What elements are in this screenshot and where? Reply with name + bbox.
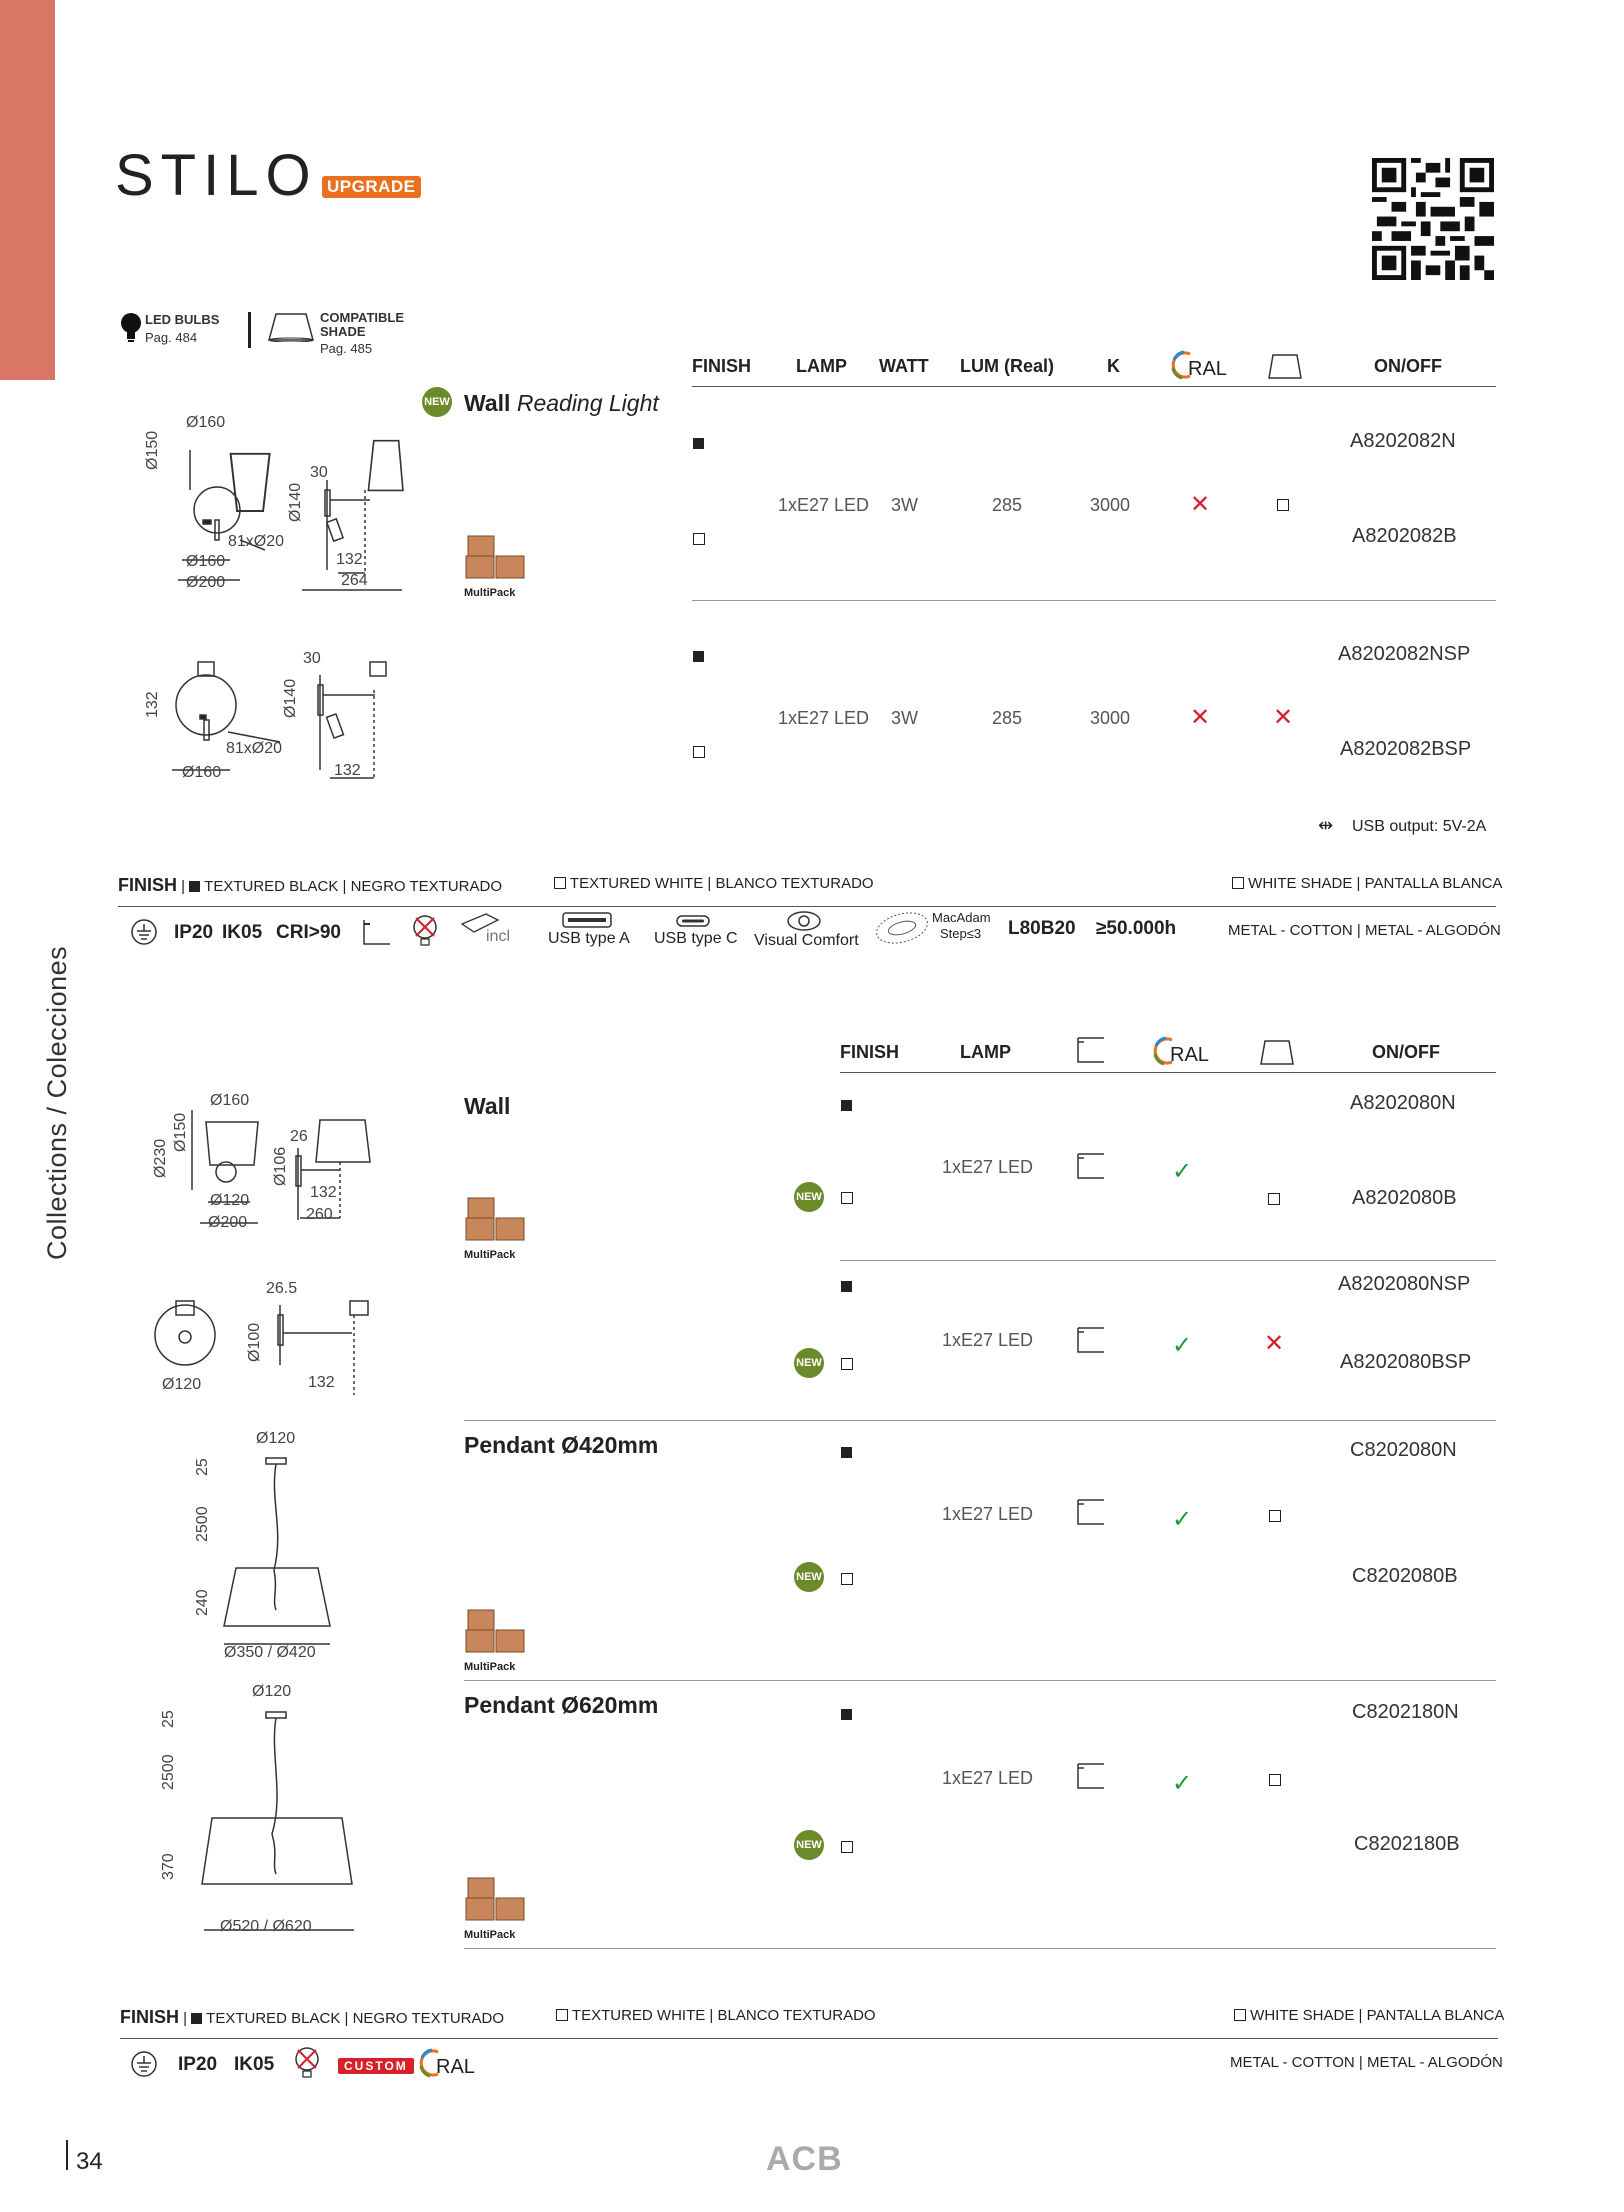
led-bulb-icon: [120, 312, 142, 342]
new-badge: NEW: [794, 1830, 824, 1860]
header-ral: RAL: [1170, 1044, 1209, 1066]
dim-label: 2500: [194, 1506, 211, 1542]
watt-cell: 3W: [891, 708, 918, 728]
multipack-icon: [464, 1608, 530, 1665]
product-code[interactable]: A8202082N: [1350, 430, 1456, 452]
lamp-cell: 1xE27 LED: [778, 495, 870, 515]
product-code[interactable]: A8202082BSP: [1340, 738, 1472, 760]
lamp-cell: 1xE27 LED: [942, 1768, 1034, 1788]
specs-rule: [118, 906, 1496, 907]
divider: [248, 312, 251, 348]
dim-label: Ø120: [162, 1376, 202, 1393]
no-dimmable-icon: [292, 2046, 322, 2085]
angle-icon: [1076, 1326, 1106, 1359]
finish-white-swatch: [693, 746, 705, 758]
section-rule: [464, 1420, 1496, 1421]
shade-label-2: SHADE: [320, 324, 366, 339]
dim-label: 132: [310, 1184, 337, 1201]
dim-label: 132: [334, 762, 361, 779]
macadam-label: MacAdam: [932, 910, 991, 925]
macadam-icon: [874, 910, 930, 951]
header-k: K: [1107, 356, 1120, 376]
usb-icon: ⇹: [1318, 815, 1334, 835]
shade-icon: [268, 312, 314, 347]
side-collections-label: Collections / Colecciones: [42, 945, 72, 1260]
dim-label: Ø520 / Ø620: [220, 1918, 312, 1935]
ral-no-icon: ✕: [1190, 491, 1211, 518]
spec-ik: IK05: [222, 922, 263, 943]
dim-label: Ø140: [282, 678, 299, 718]
shade-option-box: [1269, 1774, 1281, 1786]
dim-label: 2500: [160, 1754, 177, 1790]
wall-reading-light-drawing-2: [140, 650, 420, 780]
product-name-pendant-420: Pendant Ø420mm: [464, 1432, 659, 1458]
lamp-cell: 1xE27 LED: [942, 1504, 1034, 1524]
product-code[interactable]: A8202080BSP: [1340, 1351, 1472, 1373]
driver-incl-label: incl: [486, 928, 511, 945]
multipack-label: MultiPack: [464, 1249, 516, 1261]
product-code[interactable]: A8202082NSP: [1338, 643, 1471, 665]
usb-a-label: USB type A: [548, 930, 630, 947]
dim-label: 25: [160, 1710, 177, 1728]
finish-legend-1: FINISH | TEXTURED BLACK | NEGRO TEXTURADO: [118, 875, 502, 895]
product-code[interactable]: A8202080NSP: [1338, 1273, 1471, 1295]
header-watt: WATT: [879, 356, 929, 376]
product-name-pendant-620: Pendant Ø620mm: [464, 1692, 659, 1718]
led-bulbs-label: LED BULBS: [145, 312, 220, 327]
new-badge: NEW: [794, 1562, 824, 1592]
shade-option-box: [1277, 499, 1289, 511]
no-dimmable-icon: [410, 914, 440, 953]
dim-label: 132: [308, 1374, 335, 1391]
usb-c-label: USB type C: [654, 930, 738, 947]
finish-white-swatch: [841, 1841, 853, 1853]
product-code[interactable]: A8202080N: [1350, 1092, 1456, 1114]
multipack-icon: [464, 1196, 530, 1253]
spec-ip: IP20: [178, 2054, 218, 2075]
accent-bar: [0, 0, 55, 380]
k-cell: 3000: [1090, 495, 1131, 515]
custom-badge: CUSTOM: [338, 2058, 414, 2074]
dim-label: Ø350 / Ø420: [224, 1644, 316, 1661]
header-finish: FINISH: [840, 1042, 900, 1062]
brand-logo: ACB: [766, 2140, 843, 2178]
material-label: METAL - COTTON | METAL - ALGODÓN: [1228, 922, 1501, 939]
spec-ik: IK05: [234, 2054, 275, 2075]
row-rule: [692, 600, 1496, 601]
qr-code-icon[interactable]: [1372, 158, 1494, 280]
ral-yes-icon: ✓: [1172, 1770, 1193, 1797]
dim-label: Ø120: [252, 1683, 292, 1700]
dim-label: Ø100: [246, 1322, 263, 1362]
ral-no-icon: ✕: [1190, 704, 1211, 731]
angle-icon: [362, 918, 392, 951]
page-title: STILO: [115, 143, 318, 208]
spec-lifetime: ≥50.000h: [1096, 918, 1177, 939]
lum-cell: 285: [992, 495, 1023, 515]
finish-legend-2: FINISH | TEXTURED BLACK | NEGRO TEXTURADO: [120, 2007, 504, 2027]
shade-no-icon: ✕: [1264, 1330, 1285, 1357]
header-lamp: LAMP: [796, 356, 847, 376]
new-badge: NEW: [794, 1182, 824, 1212]
header-rule: [692, 386, 1496, 387]
product-code[interactable]: C8202180N: [1352, 1701, 1459, 1723]
shade-no-icon: ✕: [1273, 704, 1294, 731]
dim-label: 25: [194, 1458, 211, 1476]
finish-white-swatch: [841, 1192, 853, 1204]
product-code[interactable]: A8202082B: [1352, 525, 1457, 547]
header-ral: RAL: [1188, 358, 1227, 380]
dim-label: Ø140: [287, 482, 304, 522]
angle-icon: [1076, 1762, 1106, 1795]
dim-label: 260: [306, 1206, 333, 1223]
finish-black-swatch: [841, 1709, 852, 1720]
dim-label: Ø230: [152, 1138, 169, 1178]
usb-output-note: USB output: 5V-2A: [1352, 818, 1487, 835]
shade-option-box: [1269, 1510, 1281, 1522]
lamp-cell: 1xE27 LED: [942, 1157, 1034, 1177]
header-lum: LUM (Real): [960, 356, 1054, 376]
finish-black-swatch: [693, 651, 704, 662]
spec-ip: IP20: [174, 922, 214, 943]
shade-page: Pag. 485: [320, 341, 373, 356]
k-cell: 3000: [1090, 708, 1131, 728]
finish-black-swatch: [841, 1447, 852, 1458]
angle-icon: [1076, 1498, 1106, 1531]
ral-yes-icon: ✓: [1172, 1332, 1193, 1359]
earth-icon: [130, 918, 158, 951]
lum-cell: 285: [992, 708, 1023, 728]
dim-label: Ø150: [172, 1112, 189, 1152]
header-rule: [840, 1072, 1496, 1073]
section-rule: [464, 1948, 1496, 1949]
ral-yes-icon: ✓: [1172, 1506, 1193, 1533]
ral-yes-icon: ✓: [1172, 1158, 1193, 1185]
shade-header-icon: [1268, 354, 1302, 385]
dim-label: 81xØ20: [226, 740, 283, 757]
lamp-cell: 1xE27 LED: [778, 708, 870, 728]
finish-black-swatch: [693, 438, 704, 449]
dim-label: 26.5: [266, 1280, 298, 1297]
angle-icon: [1076, 1152, 1106, 1185]
finish-legend-shade: WHITE SHADE | PANTALLA BLANCA: [1232, 875, 1502, 892]
product-code[interactable]: C8202180B: [1354, 1833, 1460, 1855]
shade-label-1: COMPATIBLE: [320, 310, 405, 325]
row-rule: [840, 1260, 1496, 1261]
new-badge: NEW: [794, 1348, 824, 1378]
page-marker: [66, 2140, 68, 2170]
header-lamp: LAMP: [960, 1042, 1011, 1062]
product-code[interactable]: C8202080B: [1352, 1565, 1458, 1587]
spec-cri: CRI>90: [276, 922, 341, 943]
dim-label: Ø106: [272, 1146, 289, 1186]
dim-label: Ø150: [144, 430, 161, 470]
multipack-label: MultiPack: [464, 1929, 516, 1941]
dim-label: 370: [160, 1853, 177, 1880]
finish-legend-white: TEXTURED WHITE | BLANCO TEXTURADO: [556, 2007, 876, 2024]
finish-white-swatch: [841, 1573, 853, 1585]
header-onoff: ON/OFF: [1374, 356, 1442, 376]
dim-label: Ø160: [210, 1092, 250, 1109]
multipack-icon: [464, 534, 530, 591]
dim-label: Ø160: [186, 553, 226, 570]
upgrade-badge: UPGRADE: [322, 176, 421, 198]
angle-header-icon: [1076, 1036, 1106, 1069]
page-number: 34: [76, 2148, 103, 2175]
dim-label: 240: [194, 1589, 211, 1616]
multipack-icon: [464, 1876, 530, 1933]
dim-label: 132: [144, 691, 161, 718]
shade-option-box: [1268, 1193, 1280, 1205]
finish-black-swatch: [841, 1100, 852, 1111]
dim-label: 132: [336, 551, 363, 568]
finish-legend-white: TEXTURED WHITE | BLANCO TEXTURADO: [554, 875, 874, 892]
led-bulbs-page: Pag. 484: [145, 330, 198, 345]
shade-header-icon: [1260, 1040, 1294, 1071]
dim-label: Ø160: [186, 414, 226, 431]
earth-icon: [130, 2050, 158, 2083]
product-code[interactable]: C8202080N: [1350, 1439, 1457, 1461]
specs-rule: [120, 2038, 1498, 2039]
finish-legend-shade: WHITE SHADE | PANTALLA BLANCA: [1234, 2007, 1504, 2024]
visual-comfort-label: Visual Comfort: [754, 932, 859, 949]
pendant-420-drawing: [200, 1440, 360, 1650]
dim-label: 30: [303, 650, 321, 667]
multipack-label: MultiPack: [464, 1661, 516, 1673]
dim-label: 30: [310, 464, 328, 481]
finish-white-swatch: [841, 1358, 853, 1370]
multipack-label: MultiPack: [464, 587, 516, 599]
lamp-cell: 1xE27 LED: [942, 1330, 1034, 1350]
product-name-wall: Wall: [464, 1093, 511, 1119]
watt-cell: 3W: [891, 495, 918, 515]
header-onoff: ON/OFF: [1372, 1042, 1440, 1062]
product-code[interactable]: A8202080B: [1352, 1187, 1457, 1209]
dim-label: 264: [341, 572, 368, 589]
wall-reading-light-drawing-1: [140, 410, 420, 600]
spec-ral: RAL: [436, 2056, 475, 2078]
macadam-step-label: Step≤3: [940, 926, 982, 941]
dim-label: Ø200: [208, 1214, 248, 1231]
section-rule: [464, 1680, 1496, 1681]
dim-label: Ø160: [182, 764, 222, 781]
finish-white-swatch: [693, 533, 705, 545]
dim-label: Ø120: [256, 1430, 296, 1447]
product-name-wall-reading-light: Wall Reading Light: [464, 390, 659, 416]
new-badge: NEW: [422, 387, 452, 417]
spec-l80b20: L80B20: [1008, 918, 1076, 939]
dim-label: 26: [290, 1128, 308, 1145]
dim-label: Ø200: [186, 574, 226, 591]
pendant-620-drawing: [186, 1694, 376, 1934]
header-finish: FINISH: [692, 356, 752, 376]
dim-label: Ø120: [210, 1192, 250, 1209]
finish-black-swatch: [841, 1281, 852, 1292]
material-label: METAL - COTTON | METAL - ALGODÓN: [1230, 2054, 1503, 2071]
dim-label: 81xØ20: [228, 533, 285, 550]
